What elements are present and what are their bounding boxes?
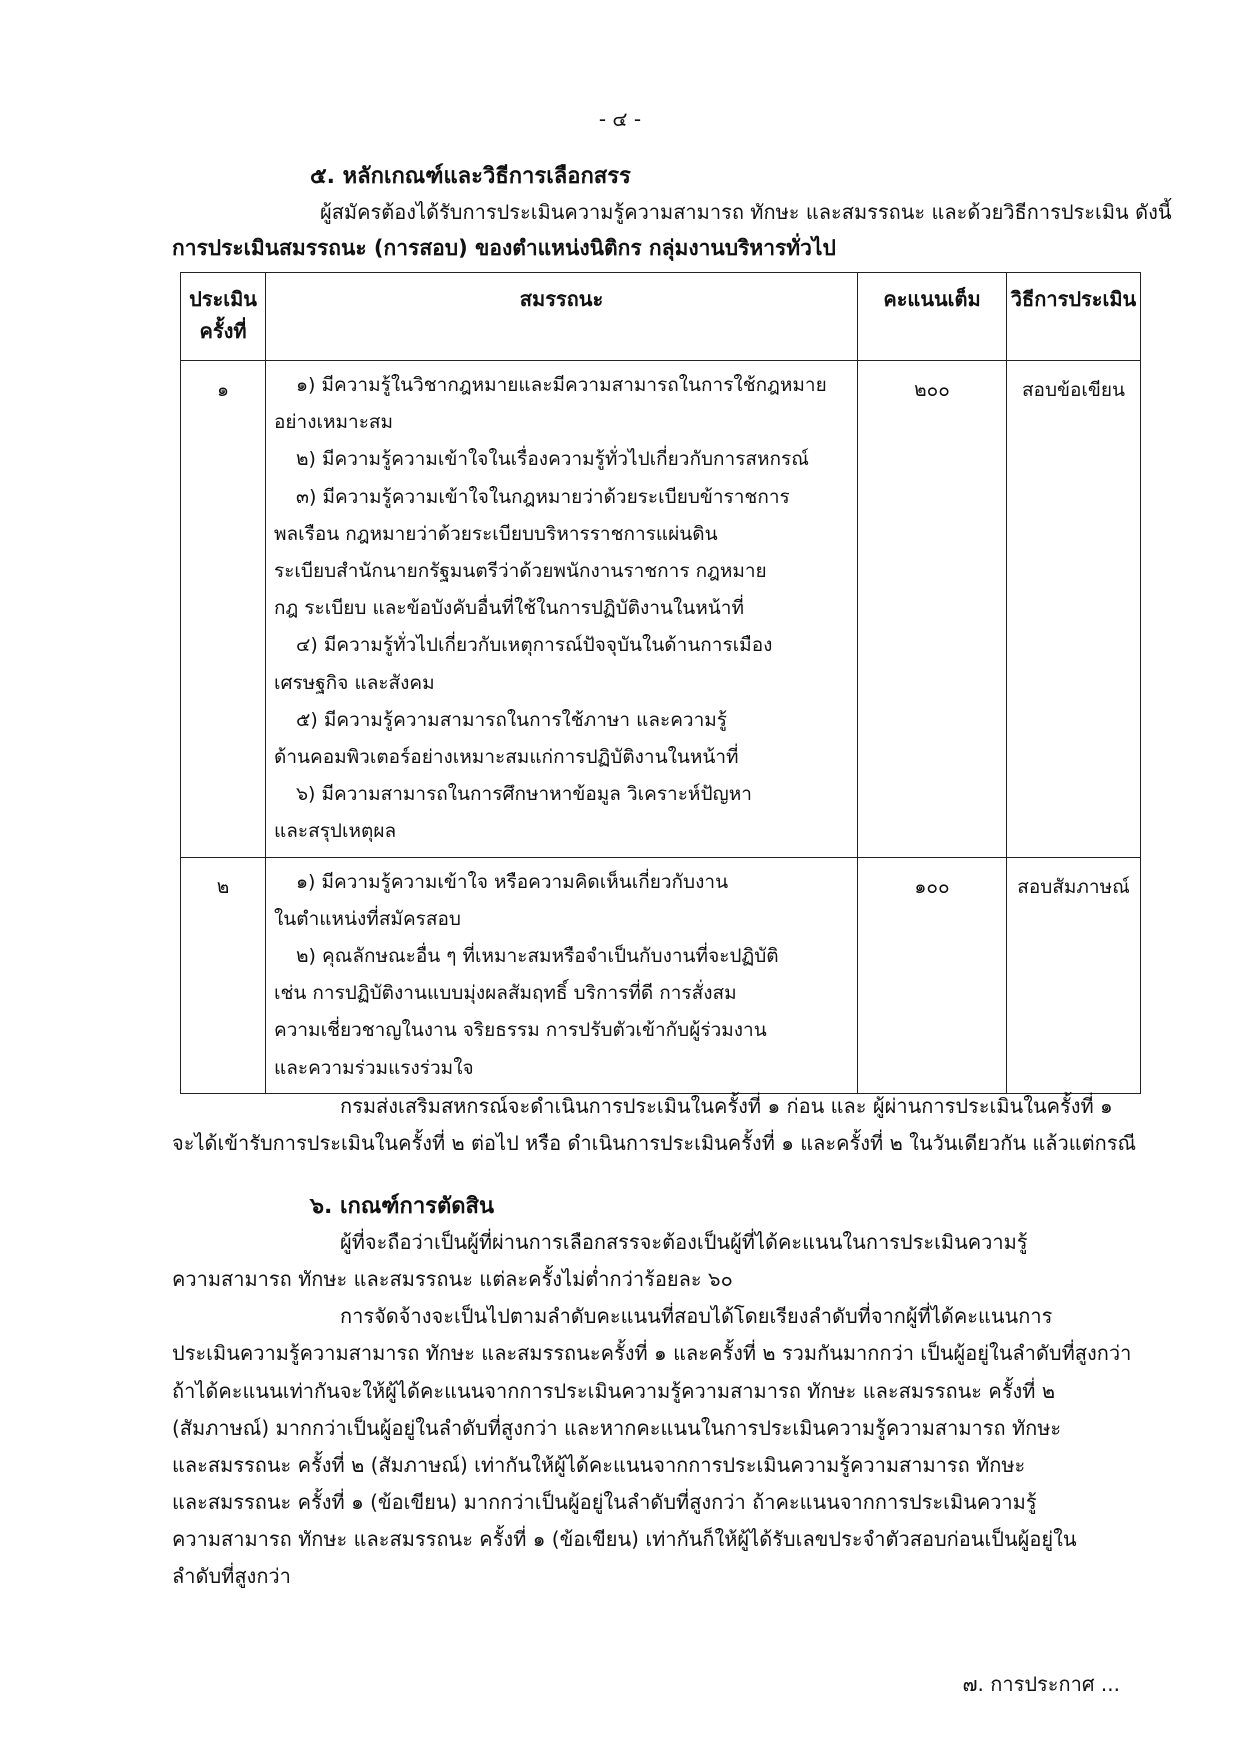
competency-line: ๕) มีความรู้ความสามารถในการใช้ภาษา และความรู้ [296,708,727,731]
full-score: ๑๐๐ [858,857,1007,1093]
header-method: วิธีการประเมิน [1007,273,1141,361]
competency-line: ในตำแหน่งที่สมัครสอบ [274,907,461,930]
table-row [181,361,1141,858]
table-header-row [181,273,1141,361]
competency-line: เช่น การปฏิบัติงานแบบมุ่งผลสัมฤทธิ์ บริการที่ดี การสั่งสม [274,982,737,1005]
table-subtitle: การประเมินสมรรถนะ (การสอบ) ของตำแหน่งนิติกร กลุ่มงานบริหารทั่วไป [172,236,836,260]
section-6-para1-line-2: ความสามารถ ทักษะ และสมรรถนะ แต่ละครั้งไม่ต่ำกว่าร้อยละ ๖๐ [172,1267,733,1291]
section-6-title: ๖. เกณฑ์การตัดสิน [310,1194,495,1219]
competency-cell [266,857,858,1093]
assessment-method: สอบข้อเขียน [1007,361,1141,858]
round-number: ๒ [181,857,266,1093]
competency-line: ๔) มีความรู้ทั่วไปเกี่ยวกับเหตุการณ์ปัจจุบันในด้านการเมือง [296,634,773,657]
competency-line: ๒) คุณลักษณะอื่น ๆ ที่เหมาะสมหรือจำเป็นกับงานที่จะปฏิบัติ [296,945,779,968]
header-round-line2: ครั้งที่ [199,319,247,343]
header-round [181,273,266,361]
section-6-para2-line-3: ถ้าได้คะแนนเท่ากันจะให้ผู้ได้คะแนนจากการประเมินความรู้ความสามารถ ทักษะ และสมรรถนะ ครั้งที่ ๒ [172,1379,1055,1403]
round-number: ๑ [181,361,266,858]
header-round-line1: ประเมิน [189,287,257,311]
competency-line: ระเบียบสำนักนายกรัฐมนตรีว่าด้วยพนักงานราชการ กฎหมาย [274,560,767,583]
competency-line: พลเรือน กฎหมายว่าด้วยระเบียบบริหารราชการแผ่นดิน [274,522,718,545]
after-table-line-2: จะได้เข้ารับการประเมินในครั้งที่ ๒ ต่อไป หรือ ดำเนินการประเมินครั้งที่ ๑ และครั้งที่ ๒ ในวันเดียวกัน แล้วแต่กรณี [172,1131,1137,1155]
section-6-para2-line-1: การจัดจ้างจะเป็นไปตามลำดับคะแนนที่สอบได้โดยเรียงลำดับที่จากผู้ที่ได้คะแนนการ [340,1304,1053,1328]
table-row [181,857,1141,1093]
section-5-title: ๕. หลักเกณฑ์และวิธีการเลือกสรร [310,164,631,189]
section-6-para2-line-6: และสมรรถนะ ครั้งที่ ๑ (ข้อเขียน) มากกว่าเป็นผู้อยู่ในลำดับที่สูงกว่า ถ้าคะแนนจากการประเมินความรู้ [172,1490,1037,1514]
page-number: - ๔ - [598,107,642,131]
header-score: คะแนนเต็ม [858,273,1007,361]
full-score: ๒๐๐ [858,361,1007,858]
competency-line: ๒) มีความรู้ความเข้าใจในเรื่องความรู้ทั่วไปเกี่ยวกับการสหกรณ์ [296,448,809,471]
competency-line: กฎ ระเบียบ และข้อบังคับอื่นที่ใช้ในการปฏิบัติงานในหน้าที่ [274,597,744,620]
section-6-para2-line-7: ความสามารถ ทักษะ และสมรรถนะ ครั้งที่ ๑ (ข้อเขียน) เท่ากันก็ให้ผู้ได้รับเลขประจำตัวสอบก่อนเป็นผู้อยู่ใน [172,1527,1077,1551]
section-6-para2-line-4: (สัมภาษณ์) มากกว่าเป็นผู้อยู่ในลำดับที่สูงกว่า และหากคะแนนในการประเมินความรู้ความสามารถ ทักษะ [172,1416,1062,1440]
competency-line: ๑) มีความรู้ในวิชากฎหมายและมีความสามารถในการใช้กฎหมาย [296,374,827,396]
competency-line: เศรษฐกิจ และสังคม [274,671,435,694]
header-competency: สมรรถนะ [266,273,858,361]
section-6-para1-line-1: ผู้ที่จะถือว่าเป็นผู้ที่ผ่านการเลือกสรรจะต้องเป็นผู้ที่ได้คะแนนในการประเมินความรู้ [340,1230,1028,1254]
competency-table [180,272,1141,1094]
competency-line: ด้านคอมพิวเตอร์อย่างเหมาะสมแก่การปฏิบัติงานในหน้าที่ [274,746,739,769]
competency-line: ความเชี่ยวชาญในงาน จริยธรรม การปรับตัวเข้ากับผู้ร่วมงาน [274,1019,767,1042]
assessment-method: สอบสัมภาษณ์ [1007,857,1141,1093]
competency-line: ๑) มีความรู้ความเข้าใจ หรือความคิดเห็นเกี่ยวกับงาน [296,870,729,893]
competency-line: อย่างเหมาะสม [274,411,394,434]
competency-line: ๖) มีความสามารถในการศึกษาหาข้อมูล วิเคราะห์ปัญหา [296,783,752,806]
competency-cell [266,361,858,858]
continuation-note: ๗. การประกาศ ... [962,1672,1120,1696]
competency-line: ๓) มีความรู้ความเข้าใจในกฎหมายว่าด้วยระเบียบข้าราชการ [296,485,790,508]
after-table-line-1: กรมส่งเสริมสหกรณ์จะดำเนินการประเมินในครั้งที่ ๑ ก่อน และ ผู้ผ่านการประเมินในครั้งที่ ๑ [340,1094,1113,1118]
competency-line: และความร่วมแรงร่วมใจ [274,1056,474,1079]
section-6-para2-line-5: และสมรรถนะ ครั้งที่ ๒ (สัมภาษณ์) เท่ากันให้ผู้ได้คะแนนจากการประเมินความรู้ความสามารถ ทักษะ [172,1453,1026,1477]
section-6-para2-line-2: ประเมินความรู้ความสามารถ ทักษะ และสมรรถนะครั้งที่ ๑ และครั้งที่ ๒ รวมกันมากกว่า เป็นผู้อยู่ในลำดับที่สูงกว่า [172,1341,1132,1365]
section-5-intro: ผู้สมัครต้องได้รับการประเมินความรู้ความสามารถ ทักษะ และสมรรถนะ และด้วยวิธีการประเมิน ดังนี้ [320,200,1172,224]
competency-line: และสรุปเหตุผล [274,820,397,843]
section-6-para2-line-8: ลำดับที่สูงกว่า [172,1564,291,1588]
